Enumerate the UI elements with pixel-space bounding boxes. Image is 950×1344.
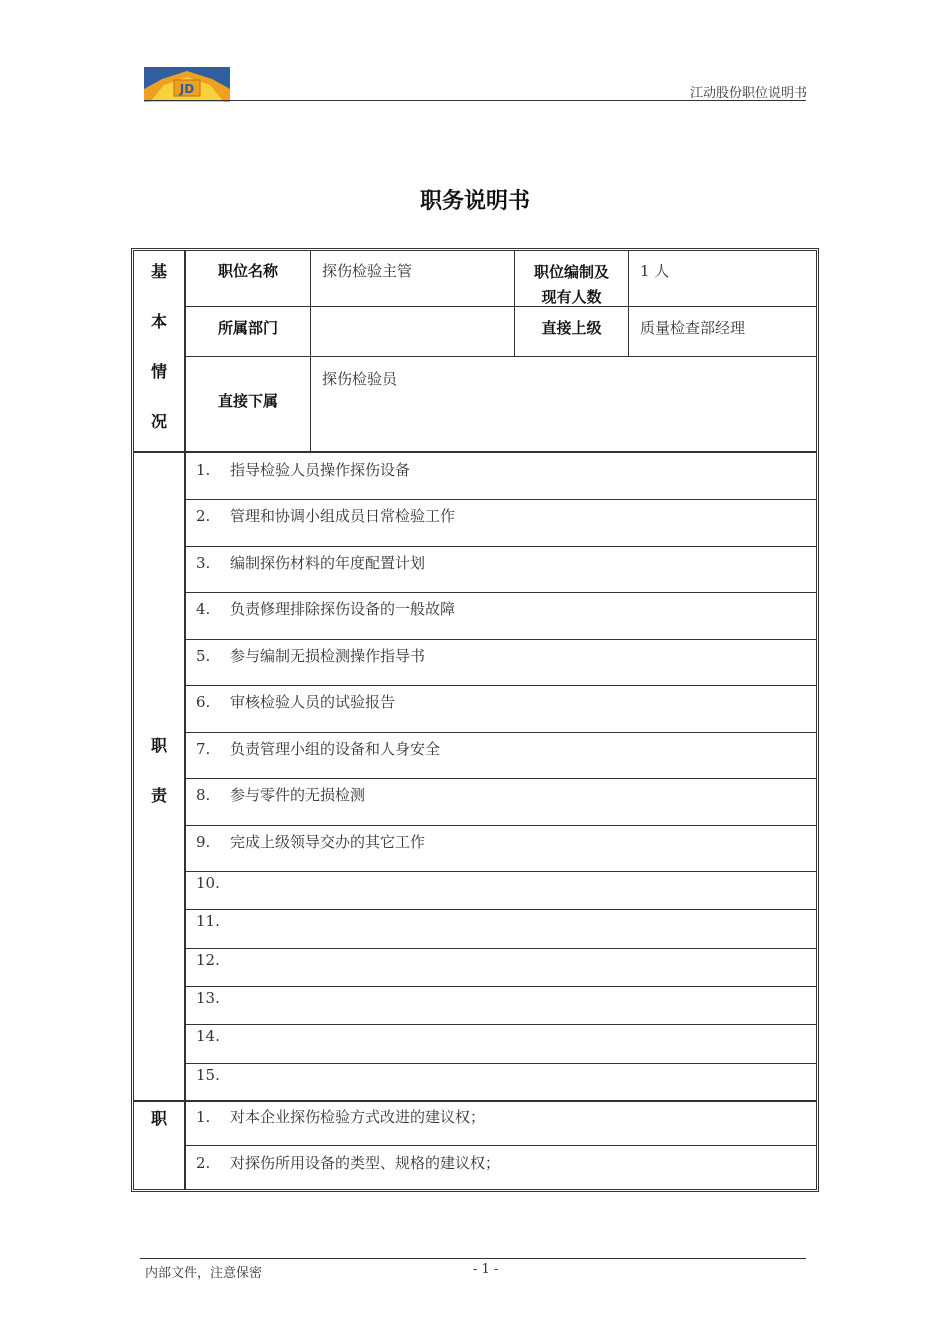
duty-item: 9. 完成上级领导交办的其它工作 xyxy=(196,833,426,851)
footer-divider xyxy=(140,1258,806,1259)
headcount-value: 1 人 xyxy=(640,262,670,280)
header-title: 江动股份职位说明书 xyxy=(689,86,807,101)
subordinate-label: 直接下属 xyxy=(217,392,278,410)
section-label-basic: 基 本 情 况 xyxy=(150,262,167,431)
department-label: 所属部门 xyxy=(217,319,278,337)
rights-item: 2. 对探伤所用设备的类型、规格的建议权； xyxy=(196,1154,501,1172)
duty-item: 2. 管理和协调小组成员日常检验工作 xyxy=(196,507,456,525)
document-title: 职务说明书 xyxy=(419,189,530,214)
footer-confidential: 内部文件，注意保密 xyxy=(145,1266,263,1281)
duty-item: 4. 负责修理排除探伤设备的一般故障 xyxy=(196,600,456,618)
position-name-label: 职位名称 xyxy=(217,262,278,280)
duty-item: 6. 审核检验人员的试验报告 xyxy=(196,693,396,711)
duty-item: 5. 参与编制无损检测操作指导书 xyxy=(196,647,426,665)
duty-item: 1. 指导检验人员操作探伤设备 xyxy=(196,461,411,479)
rights-item: 1. 对本企业探伤检验方式改进的建议权； xyxy=(196,1108,486,1126)
subordinate-value: 探伤检验员 xyxy=(322,370,398,388)
section-label-rights: 职 xyxy=(150,1109,167,1128)
duty-item: 10. xyxy=(196,874,220,892)
headcount-label: 职位编制及 现有人数 xyxy=(533,263,609,306)
superior-value: 质量检查部经理 xyxy=(640,319,746,337)
company-logo xyxy=(144,67,230,102)
header-divider xyxy=(144,100,806,101)
duty-item: 12. xyxy=(196,951,220,969)
duty-item: 7. 负责管理小组的设备和人身安全 xyxy=(196,740,441,758)
job-description-table xyxy=(131,248,819,1192)
duty-item: 13. xyxy=(196,989,220,1007)
section-label-duties: 职 责 xyxy=(150,736,167,805)
duty-item: 11. xyxy=(196,912,220,930)
duty-item: 3. 编制探伤材料的年度配置计划 xyxy=(196,554,426,572)
superior-label: 直接上级 xyxy=(541,319,602,337)
duty-item: 15. xyxy=(196,1066,220,1084)
duty-item: 14. xyxy=(196,1027,220,1045)
svg-text:JD: JD xyxy=(179,82,195,96)
duty-item: 8. 参与零件的无损检测 xyxy=(196,786,366,804)
page-number: - 1 - xyxy=(473,1262,499,1277)
position-name-value: 探伤检验主管 xyxy=(322,262,413,280)
